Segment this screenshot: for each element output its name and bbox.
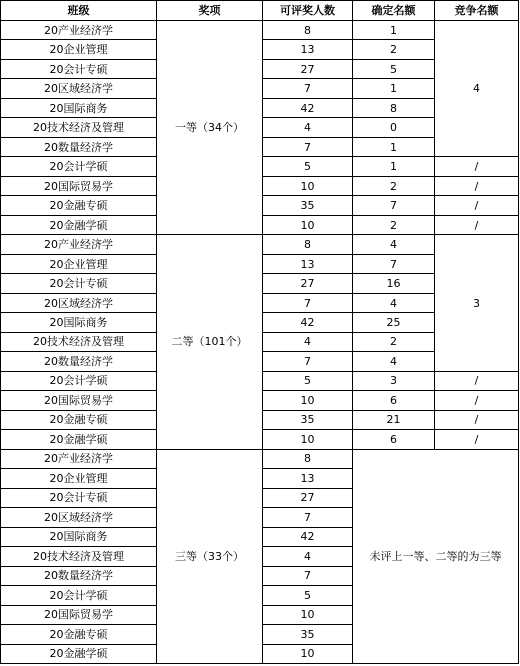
header-level: 奖项 — [157, 1, 263, 21]
class-cell: 20国际商务 — [1, 527, 157, 546]
eligible-count-cell: 27 — [263, 274, 353, 293]
class-cell: 20区域经济学 — [1, 79, 157, 98]
competitive-cell: / — [435, 215, 519, 234]
quota-cell: 2 — [353, 332, 435, 351]
eligible-count-cell: 10 — [263, 391, 353, 410]
eligible-count-cell: 7 — [263, 352, 353, 371]
class-cell: 20会计学硕 — [1, 371, 157, 390]
eligible-count-cell: 5 — [263, 371, 353, 390]
class-cell: 20金融专硕 — [1, 625, 157, 644]
class-cell: 20金融学硕 — [1, 215, 157, 234]
class-cell: 20会计专硕 — [1, 274, 157, 293]
class-cell: 20技术经济及管理 — [1, 118, 157, 137]
quota-cell: 4 — [353, 293, 435, 312]
header-eligible: 可评奖人数 — [263, 1, 353, 21]
eligible-count-cell: 13 — [263, 40, 353, 59]
quota-cell: 1 — [353, 21, 435, 40]
eligible-count-cell: 7 — [263, 566, 353, 585]
award-level-cell: 一等（34个） — [157, 21, 263, 235]
class-cell: 20企业管理 — [1, 469, 157, 488]
quota-cell: 0 — [353, 118, 435, 137]
class-cell: 20技术经济及管理 — [1, 332, 157, 351]
class-cell: 20产业经济学 — [1, 449, 157, 468]
eligible-count-cell: 8 — [263, 21, 353, 40]
quota-cell: 2 — [353, 176, 435, 195]
class-cell: 20国际商务 — [1, 313, 157, 332]
eligible-count-cell: 42 — [263, 98, 353, 117]
competitive-cell: / — [435, 410, 519, 429]
eligible-count-cell: 42 — [263, 527, 353, 546]
quota-cell: 25 — [353, 313, 435, 332]
quota-cell: 6 — [353, 430, 435, 449]
quota-cell: 4 — [353, 235, 435, 254]
eligible-count-cell: 27 — [263, 59, 353, 78]
eligible-count-cell: 4 — [263, 332, 353, 351]
eligible-count-cell: 5 — [263, 586, 353, 605]
header-quota: 确定名额 — [353, 1, 435, 21]
eligible-count-cell: 27 — [263, 488, 353, 507]
eligible-count-cell: 4 — [263, 118, 353, 137]
competitive-cell: / — [435, 430, 519, 449]
eligible-count-cell: 35 — [263, 625, 353, 644]
quota-cell: 5 — [353, 59, 435, 78]
quota-cell: 16 — [353, 274, 435, 293]
eligible-count-cell: 7 — [263, 137, 353, 156]
class-cell: 20数量经济学 — [1, 137, 157, 156]
third-prize-note-cell: 未评上一等、二等的为三等 — [353, 449, 519, 663]
class-cell: 20国际贸易学 — [1, 391, 157, 410]
eligible-count-cell: 35 — [263, 196, 353, 215]
quota-cell: 7 — [353, 254, 435, 273]
competitive-cell: / — [435, 157, 519, 176]
class-cell: 20金融学硕 — [1, 644, 157, 664]
class-cell: 20企业管理 — [1, 40, 157, 59]
quota-cell: 2 — [353, 40, 435, 59]
eligible-count-cell: 10 — [263, 605, 353, 624]
quota-cell: 2 — [353, 215, 435, 234]
quota-cell: 7 — [353, 196, 435, 215]
class-cell: 20金融专硕 — [1, 196, 157, 215]
class-cell: 20会计学硕 — [1, 586, 157, 605]
eligible-count-cell: 10 — [263, 215, 353, 234]
quota-cell: 6 — [353, 391, 435, 410]
eligible-count-cell: 7 — [263, 293, 353, 312]
eligible-count-cell: 4 — [263, 547, 353, 566]
class-cell: 20区域经济学 — [1, 508, 157, 527]
eligible-count-cell: 8 — [263, 235, 353, 254]
quota-cell: 1 — [353, 79, 435, 98]
competitive-cell: / — [435, 371, 519, 390]
award-level-cell: 二等（101个） — [157, 235, 263, 449]
eligible-count-cell: 10 — [263, 644, 353, 664]
class-cell: 20数量经济学 — [1, 352, 157, 371]
class-cell: 20产业经济学 — [1, 235, 157, 254]
shared-competitive-cell: 4 — [435, 21, 519, 157]
shared-competitive-cell: 3 — [435, 235, 519, 371]
quota-cell: 1 — [353, 137, 435, 156]
class-cell: 20企业管理 — [1, 254, 157, 273]
class-cell: 20技术经济及管理 — [1, 547, 157, 566]
eligible-count-cell: 13 — [263, 469, 353, 488]
quota-cell: 21 — [353, 410, 435, 429]
eligible-count-cell: 7 — [263, 79, 353, 98]
table-row — [1, 449, 519, 468]
class-cell: 20数量经济学 — [1, 566, 157, 585]
quota-cell: 4 — [353, 352, 435, 371]
class-cell: 20会计专硕 — [1, 59, 157, 78]
class-cell: 20产业经济学 — [1, 21, 157, 40]
class-cell: 20国际贸易学 — [1, 176, 157, 195]
eligible-count-cell: 10 — [263, 176, 353, 195]
table-row — [1, 21, 519, 40]
eligible-count-cell: 8 — [263, 449, 353, 468]
header-competitive: 竞争名额 — [435, 1, 519, 21]
table-body — [1, 21, 519, 664]
class-cell: 20国际贸易学 — [1, 605, 157, 624]
quota-cell: 1 — [353, 157, 435, 176]
eligible-count-cell: 5 — [263, 157, 353, 176]
competitive-cell: / — [435, 391, 519, 410]
class-cell: 20会计学硕 — [1, 157, 157, 176]
class-cell: 20金融学硕 — [1, 430, 157, 449]
header-row — [1, 1, 519, 21]
table-row — [1, 235, 519, 254]
award-level-cell: 三等（33个） — [157, 449, 263, 663]
competitive-cell: / — [435, 176, 519, 195]
competitive-cell: / — [435, 196, 519, 215]
quota-cell: 8 — [353, 98, 435, 117]
class-cell: 20区域经济学 — [1, 293, 157, 312]
class-cell: 20会计专硕 — [1, 488, 157, 507]
class-cell: 20金融专硕 — [1, 410, 157, 429]
eligible-count-cell: 13 — [263, 254, 353, 273]
eligible-count-cell: 10 — [263, 430, 353, 449]
header-class: 班级 — [1, 1, 157, 21]
eligible-count-cell: 42 — [263, 313, 353, 332]
quota-cell: 3 — [353, 371, 435, 390]
class-cell: 20国际商务 — [1, 98, 157, 117]
eligible-count-cell: 7 — [263, 508, 353, 527]
eligible-count-cell: 35 — [263, 410, 353, 429]
